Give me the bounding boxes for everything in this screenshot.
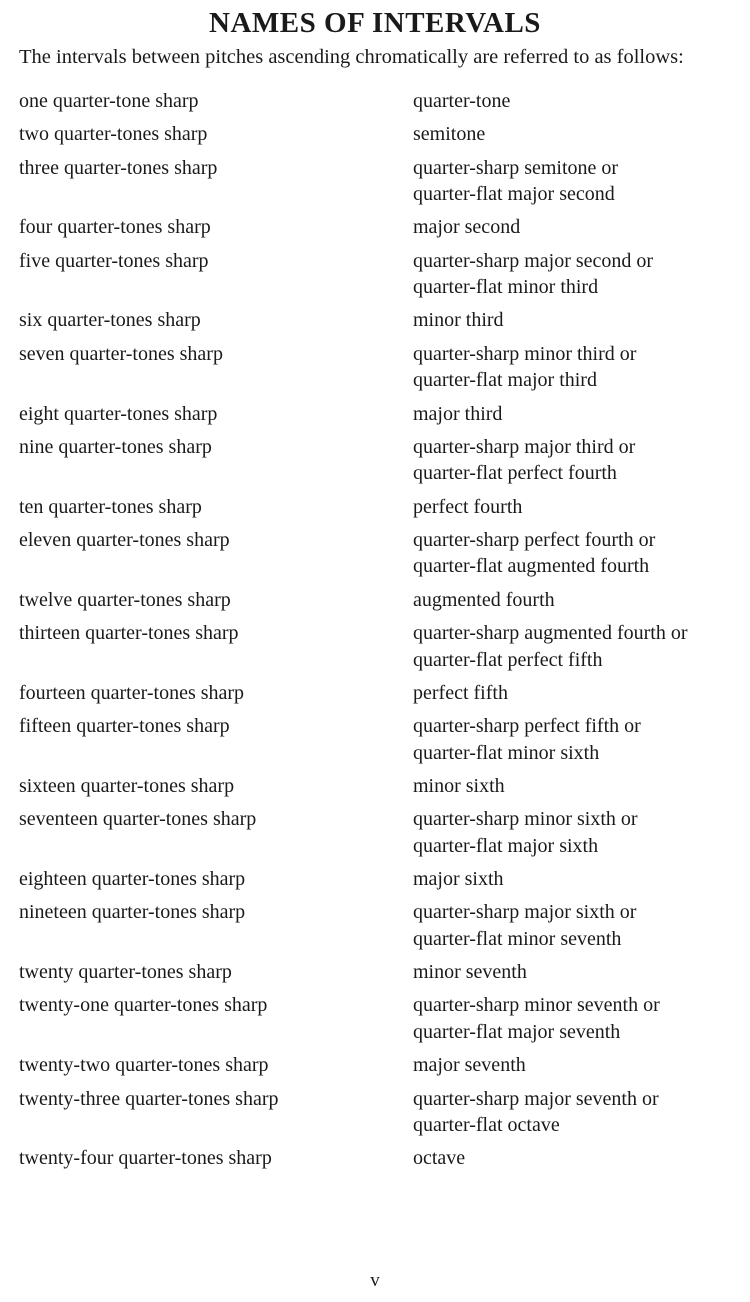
interval-row xyxy=(19,1086,739,1139)
interval-name-line: quarter-flat octave xyxy=(413,1114,560,1137)
interval-row xyxy=(19,680,739,707)
interval-name-line: minor seventh xyxy=(413,961,527,984)
interval-name-line: quarter-sharp augmented fourth or xyxy=(413,622,688,645)
quarter-tone-count: fifteen quarter-tones sharp xyxy=(19,715,230,738)
interval-row xyxy=(19,434,739,487)
interval-name-line: octave xyxy=(413,1147,466,1170)
interval-name-line: quarter-flat perfect fifth xyxy=(413,648,603,671)
quarter-tone-count: twenty-two quarter-tones sharp xyxy=(19,1054,269,1077)
interval-name-line: quarter-flat major sixth xyxy=(413,834,599,857)
interval-name xyxy=(413,88,739,115)
interval-name xyxy=(413,214,739,241)
quarter-tone-count: six quarter-tones sharp xyxy=(19,309,201,332)
interval-row xyxy=(19,214,739,241)
quarter-tone-count: seventeen quarter-tones sharp xyxy=(19,808,257,831)
interval-name-line: minor sixth xyxy=(413,774,505,797)
interval-name-line: quarter-sharp major sixth or xyxy=(413,901,637,924)
quarter-tone-count: eight quarter-tones sharp xyxy=(19,402,218,425)
interval-name-line: minor third xyxy=(413,309,504,332)
interval-row xyxy=(19,121,739,148)
interval-row xyxy=(19,899,739,952)
interval-name-line: perfect fifth xyxy=(413,681,508,704)
quarter-tone-count: four quarter-tones sharp xyxy=(19,216,211,239)
interval-name-line: augmented fourth xyxy=(413,588,555,611)
interval-name-line: quarter-sharp major second or xyxy=(413,249,654,272)
quarter-tone-count: three quarter-tones sharp xyxy=(19,156,218,179)
page-title: NAMES OF INTERVALS xyxy=(209,7,541,39)
interval-row xyxy=(19,155,739,208)
interval-name-line: quarter-flat minor third xyxy=(413,276,599,299)
interval-name-line: semitone xyxy=(413,123,486,146)
quarter-tone-count: fourteen quarter-tones sharp xyxy=(19,681,245,704)
interval-name-line: quarter-flat minor seventh xyxy=(413,927,622,950)
interval-name xyxy=(413,587,739,614)
interval-name xyxy=(413,992,739,1045)
interval-name-line: quarter-sharp minor seventh or xyxy=(413,994,660,1017)
quarter-tone-count: five quarter-tones sharp xyxy=(19,249,209,272)
interval-row xyxy=(19,341,739,394)
interval-name-line: major second xyxy=(413,216,521,239)
quarter-tone-count: eleven quarter-tones sharp xyxy=(19,528,230,551)
interval-row xyxy=(19,806,739,859)
interval-name-line: quarter-sharp minor sixth or xyxy=(413,808,638,831)
interval-row xyxy=(19,1145,739,1172)
quarter-tone-count: thirteen quarter-tones sharp xyxy=(19,622,239,645)
interval-row xyxy=(19,773,739,800)
interval-name xyxy=(413,620,739,673)
interval-name xyxy=(413,341,739,394)
interval-name-line: perfect fourth xyxy=(413,495,523,518)
interval-name-line: quarter-sharp major seventh or xyxy=(413,1087,659,1110)
interval-row xyxy=(19,992,739,1045)
interval-row xyxy=(19,307,739,334)
interval-row xyxy=(19,401,739,428)
interval-name xyxy=(413,1086,739,1139)
interval-name xyxy=(413,806,739,859)
interval-name-line: major sixth xyxy=(413,868,504,891)
quarter-tone-count: two quarter-tones sharp xyxy=(19,123,208,146)
quarter-tone-count: twenty quarter-tones sharp xyxy=(19,961,232,984)
interval-name-line: quarter-flat minor sixth xyxy=(413,741,600,764)
interval-list xyxy=(19,88,739,1179)
quarter-tone-count: seven quarter-tones sharp xyxy=(19,342,223,365)
interval-row xyxy=(19,527,739,580)
interval-name xyxy=(413,121,739,148)
interval-row xyxy=(19,713,739,766)
quarter-tone-count: one quarter-tone sharp xyxy=(19,90,199,112)
intro-paragraph: The intervals between pitches ascending chromatically are referred to as follows: xyxy=(19,46,684,68)
interval-name-line: quarter-flat major seventh xyxy=(413,1020,621,1043)
interval-name-line: quarter-flat augmented fourth xyxy=(413,555,650,578)
interval-name xyxy=(413,434,739,487)
interval-name xyxy=(413,773,739,800)
quarter-tone-count: twenty-one quarter-tones sharp xyxy=(19,994,268,1017)
interval-name xyxy=(413,1052,739,1079)
interval-name xyxy=(413,899,739,952)
quarter-tone-count: nine quarter-tones sharp xyxy=(19,435,212,458)
interval-name xyxy=(413,155,739,208)
interval-name-line: quarter-flat major second xyxy=(413,183,615,206)
interval-name xyxy=(413,713,739,766)
interval-row xyxy=(19,866,739,893)
interval-name xyxy=(413,401,739,428)
quarter-tone-count: nineteen quarter-tones sharp xyxy=(19,901,246,924)
interval-row xyxy=(19,248,739,301)
interval-name-line: quarter-sharp perfect fifth or xyxy=(413,715,641,738)
interval-name xyxy=(413,959,739,986)
interval-name-line: quarter-sharp perfect fourth or xyxy=(413,528,656,551)
interval-name-line: quarter-sharp minor third or xyxy=(413,342,637,365)
interval-row xyxy=(19,494,739,521)
interval-name xyxy=(413,680,739,707)
interval-row xyxy=(19,88,739,115)
interval-name-line: quarter-flat major third xyxy=(413,369,597,392)
interval-row xyxy=(19,959,739,986)
interval-name xyxy=(413,1145,739,1172)
interval-name xyxy=(413,866,739,893)
quarter-tone-count: twenty-four quarter-tones sharp xyxy=(19,1147,272,1170)
quarter-tone-count: ten quarter-tones sharp xyxy=(19,495,202,518)
quarter-tone-count: twelve quarter-tones sharp xyxy=(19,588,231,611)
interval-row xyxy=(19,1052,739,1079)
quarter-tone-count: eighteen quarter-tones sharp xyxy=(19,868,246,891)
interval-name xyxy=(413,494,739,521)
interval-name-line: quarter-flat perfect fourth xyxy=(413,462,617,485)
quarter-tone-count: twenty-three quarter-tones sharp xyxy=(19,1087,279,1110)
interval-name-line: major seventh xyxy=(413,1054,526,1077)
interval-name xyxy=(413,527,739,580)
interval-name xyxy=(413,248,739,301)
interval-row xyxy=(19,620,739,673)
interval-name-line: major third xyxy=(413,402,503,425)
interval-name xyxy=(413,307,739,334)
interval-name-line: quarter-tone xyxy=(413,90,511,112)
page-number: v xyxy=(370,1270,380,1291)
interval-name-line: quarter-sharp major third or xyxy=(413,435,636,458)
interval-name-line: quarter-sharp semitone or xyxy=(413,156,619,179)
interval-row xyxy=(19,587,739,614)
quarter-tone-count: sixteen quarter-tones sharp xyxy=(19,774,235,797)
